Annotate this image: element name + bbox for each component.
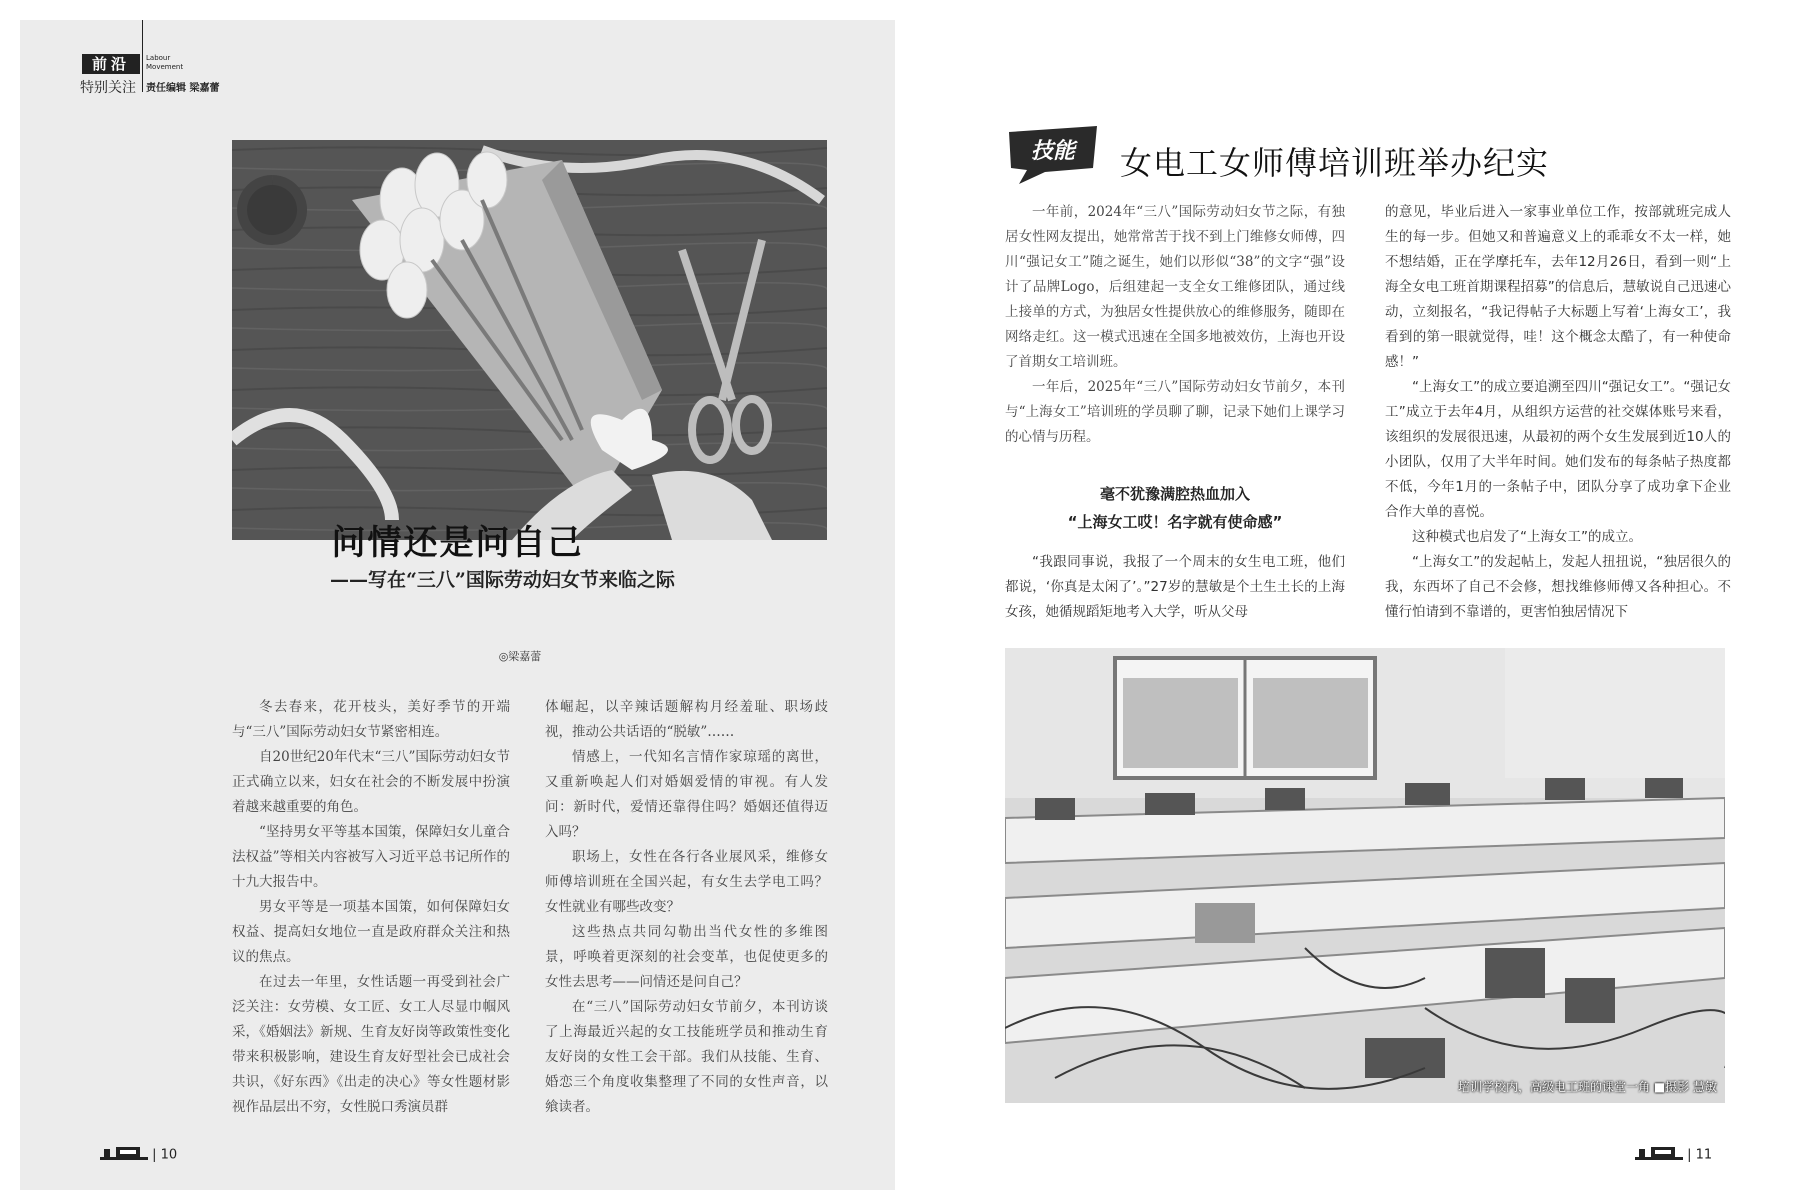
badge-text: 技能 (1030, 138, 1076, 164)
paragraph: “上海女工”的成立要追溯至四川“强记女工”。“强记女工”成立于去年4月，从组织方运营的社交媒体账号来看，该组织的发展很迅速，从最初的两个女生发展到近10人的小团队，仅用了大半年时间。她们发布的每条帖子热度都不低，今年1月的一条帖子中，团队分享了成功拿下企业合作大单的喜悦。 (1385, 379, 1731, 520)
paragraph: 自20世纪20年代末“三八”国际劳动妇女节正式确立以来，妇女在社会的不断发展中扮演着越来越重要的角色。 (232, 749, 510, 815)
paragraph-continued: 体崛起，以辛辣话题解构月经羞耻、职场歧视，推动公共话语的“脱敏”…… (545, 699, 828, 740)
paragraph: 这种模式也启发了“上海女工”的成立。 (1412, 529, 1642, 545)
brush-badge-icon (1005, 122, 1101, 186)
section-tag: 前沿 (82, 54, 140, 74)
right-body-column-1 (1005, 200, 1345, 625)
right-page (975, 20, 1780, 1190)
tulip-bouquet-icon (232, 140, 827, 540)
paragraph: “坚持男女平等基本国策，保障妇女儿童合法权益”等相关内容被写入习近平总书记所作的十九大报告中。 (232, 824, 510, 890)
article-title: 女电工女师傅培训班举办纪实 (1120, 144, 1550, 182)
electrician-classroom-icon (1005, 648, 1725, 1103)
paragraph: “我跟同事说，我报了一个周末的女生电工班，他们都说，‘你真是太闲了’。”27岁的慧敏是个土生土长的上海女孩，她循规蹈矩地考入大学，听从父母 (1005, 554, 1345, 620)
page-number: 10 (160, 1147, 178, 1163)
left-body-column-1 (232, 695, 510, 1120)
left-page (20, 20, 895, 1190)
section-label-english: Labour Movement (146, 54, 184, 71)
article-title: 问情还是问自己 (331, 523, 584, 563)
subheading-line-1: 毫不犹豫满腔热血加入 (1099, 485, 1250, 503)
section-badge (1005, 122, 1101, 186)
editor-credit: 责任编辑 梁嘉蕾 (146, 83, 220, 94)
section-label: 特别关注 (80, 80, 136, 96)
section-subheading (1005, 480, 1345, 536)
subheading-line-2: “上海女工哎！名字就有使命感” (1067, 513, 1283, 531)
paragraph: 情感上，一代知名言情作家琼瑶的离世，又重新唤起人们对婚姻爱情的审视。有人发问：新时代，爱情还靠得住吗？婚姻还值得迈入吗？ (545, 749, 828, 840)
page-number: 11 (1695, 1147, 1713, 1163)
paragraph: 一年后，2025年“三八”国际劳动妇女节前夕，本刊与“上海女工”培训班的学员聊了聊，记录下她们上课学习的心情与历程。 (1005, 379, 1345, 445)
page-footer-left: | 10 (100, 1147, 177, 1163)
paragraph: 在过去一年里，女性话题一再受到社会广泛关注：女劳模、女工匠、女工人尽显巾帼风采，《婚姻法》新规、生育友好岗等政策性变化带来积极影响，建设生育友好型社会已成社会共识，《好东西》《出走的决心》等女性题材影视作品层出不穷，女性脱口秀演员群 (232, 974, 510, 1115)
page-footer-right: | 11 (1635, 1147, 1712, 1163)
tulip-bouquet-photo (232, 140, 827, 540)
paragraph: 这些热点共同勾勒出当代女性的多维图景，呼唤着更深刻的社会变革，也促使更多的女性去思考——问情还是问自己？ (545, 924, 828, 990)
paragraph: 冬去春来，花开枝头，美好季节的开端与“三八”国际劳动妇女节紧密相连。 (232, 699, 510, 740)
classroom-photo (1005, 648, 1725, 1103)
right-body-column-2 (1385, 200, 1731, 625)
paragraph: 男女平等是一项基本国策，如何保障妇女权益、提高妇女地位一直是政府群众关注和热议的焦点。 (232, 899, 510, 965)
shanghai-workers-logo-icon (100, 1147, 148, 1163)
header-divider (142, 20, 143, 92)
author-byline: ◎梁嘉蕾 (498, 650, 542, 663)
paragraph: 一年前，2024年“三八”国际劳动妇女节之际，有独居女性网友提出，她常常苦于找不到上门维修女师傅，四川“强记女工”随之诞生，她们以形似“38”的文字“强”设计了品牌Logo，后组建起一支全女工维修团队，通过线上接单的方式，为独居女性提供放心的维修服务，随即在网络走红。这一模式迅速在全国多地被效仿，上海也开设了首期女工培训班。 (1005, 204, 1345, 370)
photo-caption: 培训学校内，高级电工班的课堂一角 ■摄影 慧敏 (1458, 1080, 1717, 1094)
paragraph: 职场上，女性在各行各业展风采，维修女师傅培训班在全国兴起，有女生去学电工吗？女性就业有哪些改变？ (545, 849, 828, 915)
shanghai-workers-logo-icon (1635, 1147, 1683, 1163)
article-subtitle: ——写在“三八”国际劳动妇女节来临之际 (330, 569, 675, 591)
left-body-column-2 (545, 695, 828, 1120)
paragraph: “上海女工”的发起帖上，发起人扭扭说，“独居很久的我，东西坏了自己不会修，想找维修师傅又各种担心。不懂行怕请到不靠谱的，更害怕独居情况下 (1385, 554, 1731, 620)
paragraph-continued: 的意见，毕业后进入一家事业单位工作，按部就班完成人生的每一步。但她又和普遍意义上的乖乖女不太一样，她不想结婚，正在学摩托车，去年12月26日，看到一则“上海全女电工班首期课程招募”的信息后，慧敏说自己迅速心动，立刻报名，“我记得帖子大标题上写着‘上海女工’，我看到的第一眼就觉得，哇！这个概念太酷了，有一种使命感！” (1385, 204, 1731, 370)
paragraph: 在“三八”国际劳动妇女节前夕，本刊访谈了上海最近兴起的女工技能班学员和推动生育友好岗的女性工会干部。我们从技能、生育、婚恋三个角度收集整理了不同的女性声音，以飨读者。 (545, 999, 828, 1115)
